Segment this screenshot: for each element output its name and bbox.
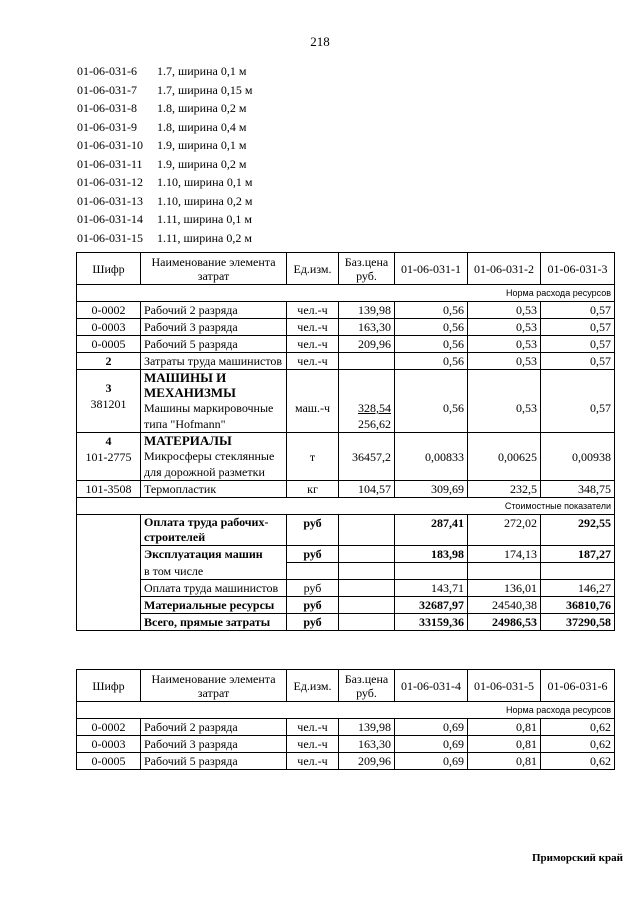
cost-row: Эксплуатация машин руб 183,98 174,13 187,27 xyxy=(77,546,615,563)
code-list-item: 01-06-031-13 1.10, ширина 0,2 м xyxy=(77,193,253,208)
table-row: 0-0002 Рабочий 2 разряда чел.-ч 139,98 0,56 0,53 0,57 xyxy=(77,302,615,319)
cost-row: Оплата труда рабочих-строителей руб 287,41 272,02 292,55 xyxy=(77,515,615,546)
table-row: 2 Затраты труда машинистов чел.-ч 0,56 0,53 0,57 xyxy=(77,353,615,370)
col-header-code: 01-06-031-2 xyxy=(468,253,541,285)
code-list-item: 01-06-031-8 1.8, ширина 0,2 м xyxy=(77,101,247,115)
section-label-row xyxy=(77,285,615,302)
code-list xyxy=(77,62,252,247)
cost-row: Всего, прямые затраты руб 33159,36 24986,53 37290,58 xyxy=(77,613,615,630)
table-header-row xyxy=(77,670,615,702)
code-list-item: 01-06-031-14 1.11, ширина 0,1 м xyxy=(77,212,252,226)
table-row: 0-0002 Рабочий 2 разряда чел.-ч 139,98 0,69 0,81 0,62 xyxy=(77,719,615,736)
col-header-price: Баз.цена руб. xyxy=(339,253,395,285)
norm-label: Норма расхода ресурсов xyxy=(77,285,615,302)
code-list-item: 01-06-031-9 1.8, ширина 0,4 м xyxy=(77,119,247,134)
page-number: 218 xyxy=(310,34,330,49)
cost-row: в том числе xyxy=(77,563,615,580)
table-row: 4 101-2775 МАТЕРИАЛЫ Микросферы стеклянные для дорожной разметки т 36457,2 0,00833 0,00625 0,00938 xyxy=(77,433,615,481)
table-row: 3 381201 МАШИНЫ И МЕХАНИЗМЫ Машины маркировочные типа "Hofmann" маш.-ч 328,54 256,62 0,56 0,53 0,57 xyxy=(77,370,615,433)
col-header-name: Наименование элемента затрат xyxy=(141,670,287,702)
code-list-item: 01-06-031-11 1.9, ширина 0,2 м xyxy=(77,156,247,171)
table-header-row xyxy=(77,253,615,285)
code-list-item: 01-06-031-12 1.10, ширина 0,1 м xyxy=(77,175,253,189)
cost-row: Оплата труда машинистов руб 143,71 136,01 146,27 xyxy=(77,579,615,596)
col-header-name: Наименование элемента затрат xyxy=(141,253,287,285)
col-header-code: 01-06-031-6 xyxy=(541,670,615,702)
norm-label: Норма расхода ресурсов xyxy=(77,702,615,719)
section-label-row xyxy=(77,498,615,515)
section-label-row xyxy=(77,702,615,719)
code-list-item: 01-06-031-10 1.9, ширина 0,1 м xyxy=(77,138,247,152)
col-header-price: Баз.цена руб. xyxy=(339,670,395,702)
table-row: 0-0005 Рабочий 5 разряда чел.-ч 209,96 0,56 0,53 0,57 xyxy=(77,336,615,353)
col-header-unit: Ед.изм. xyxy=(287,670,339,702)
col-header-code: 01-06-031-3 xyxy=(541,253,615,285)
col-header-shifr: Шифр xyxy=(77,253,141,285)
region-footer: Приморский край xyxy=(532,852,623,864)
code-list-item: 01-06-031-7 1.7, ширина 0,15 м xyxy=(77,82,253,97)
col-header-unit: Ед.изм. xyxy=(287,253,339,285)
table-row: 0-0003 Рабочий 3 разряда чел.-ч 163,30 0,69 0,81 0,62 xyxy=(77,736,615,753)
resource-table-1 xyxy=(76,252,615,631)
cost-row: Материальные ресурсы руб 32687,97 24540,38 36810,76 xyxy=(77,596,615,613)
code-list-item: 01-06-031-6 1.7, ширина 0,1 м xyxy=(77,64,247,78)
col-header-code: 01-06-031-1 xyxy=(395,253,468,285)
table-row: 0-0005 Рабочий 5 разряда чел.-ч 209,96 0,69 0,81 0,62 xyxy=(77,753,615,770)
col-header-code: 01-06-031-4 xyxy=(395,670,468,702)
col-header-shifr: Шифр xyxy=(77,670,141,702)
table-row: 0-0003 Рабочий 3 разряда чел.-ч 163,30 0,56 0,53 0,57 xyxy=(77,319,615,336)
resource-table-2 xyxy=(76,669,615,770)
col-header-code: 01-06-031-5 xyxy=(468,670,541,702)
table-row: 101-3508 Термопластик кг 104,57 309,69 232,5 348,75 xyxy=(77,481,615,498)
cost-label: Стоимостные показатели xyxy=(77,498,615,515)
code-list-item: 01-06-031-15 1.11, ширина 0,2 м xyxy=(77,230,252,245)
